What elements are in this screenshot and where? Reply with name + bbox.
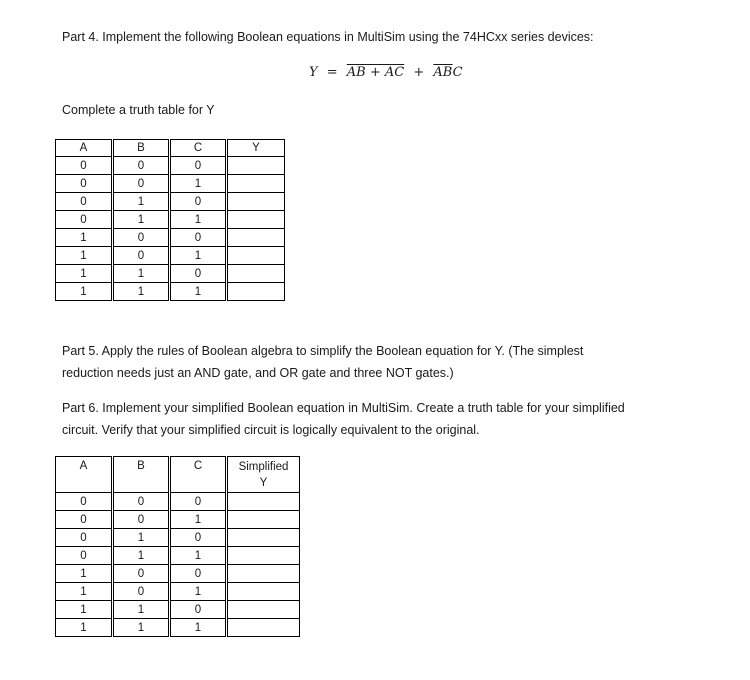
part6-line2: circuit. Verify that your simplified circuit is logically equivalent to the original. [62,423,480,437]
cell-a: 0 [56,211,113,229]
cell-y[interactable] [227,247,285,265]
cell-c: 1 [170,547,227,565]
cell-b: 1 [113,529,170,547]
cell-c: 0 [170,493,227,511]
cell-c: 1 [170,175,227,193]
cell-y[interactable] [227,529,300,547]
cell-b: 1 [113,547,170,565]
cell-y[interactable] [227,565,300,583]
boolean-equation [309,65,463,80]
header-c: C [170,457,227,493]
cell-y[interactable] [227,283,285,301]
cell-b: 0 [113,493,170,511]
cell-y[interactable] [227,157,285,175]
header-simplified-label: Simplified [238,461,289,473]
header-y: Y [227,140,285,157]
cell-y[interactable] [227,175,285,193]
header-simplified-y [227,457,300,493]
cell-a: 1 [56,283,113,301]
equation-term2-barred: $\overline{AB}$ [433,65,453,80]
table-row [56,493,300,511]
cell-c: 1 [170,211,227,229]
cell-a: 1 [56,247,113,265]
cell-y[interactable] [227,619,300,637]
header-a: A [56,457,113,493]
cell-c: 1 [170,583,227,601]
part5-line2: reduction needs just an AND gate, and OR gate and three NOT gates.) [62,366,454,380]
cell-b: 0 [113,511,170,529]
cell-b: 0 [113,175,170,193]
equation-term2-c: C [452,65,463,80]
cell-c: 0 [170,601,227,619]
cell-a: 0 [56,547,113,565]
equation-term1: AB + AC [346,65,405,80]
table-row [56,229,285,247]
truth-table-simplified [55,456,300,637]
cell-b: 0 [113,247,170,265]
cell-c: 0 [170,229,227,247]
header-y-label: Y [259,477,268,489]
header-c: C [170,140,227,157]
part5-line1: Part 5. Apply the rules of Boolean algebra to simplify the Boolean equation for Y. (The simplest [62,344,584,358]
cell-c: 1 [170,511,227,529]
cell-c: 1 [170,247,227,265]
table-row [56,157,285,175]
cell-c: 0 [170,157,227,175]
header-a: A [56,140,113,157]
cell-a: 1 [56,583,113,601]
cell-b: 1 [113,619,170,637]
cell-y[interactable] [227,583,300,601]
header-b: B [113,457,170,493]
table-row [56,583,300,601]
cell-b: 1 [113,283,170,301]
cell-a: 0 [56,175,113,193]
cell-y[interactable] [227,547,300,565]
part4-instruction: Complete a truth table for Y [62,103,215,117]
cell-y[interactable] [227,193,285,211]
table-row [56,511,300,529]
cell-c: 0 [170,193,227,211]
cell-c: 1 [170,283,227,301]
cell-y[interactable] [227,211,285,229]
cell-y[interactable] [227,229,285,247]
table-row [56,601,300,619]
cell-a: 1 [56,265,113,283]
table-row [56,529,300,547]
truth-table-original [55,139,285,301]
cell-a: 0 [56,511,113,529]
cell-a: 0 [56,493,113,511]
cell-a: 0 [56,529,113,547]
table-row [56,211,285,229]
cell-b: 0 [113,565,170,583]
cell-b: 0 [113,583,170,601]
cell-b: 1 [113,265,170,283]
part4-heading: Part 4. Implement the following Boolean equations in MultiSim using the 74HCxx series devices: [62,30,594,44]
cell-b: 0 [113,157,170,175]
table-row [56,247,285,265]
cell-y[interactable] [227,493,300,511]
cell-b: 1 [113,193,170,211]
cell-y[interactable] [227,511,300,529]
cell-y[interactable] [227,265,285,283]
part6-line1: Part 6. Implement your simplified Boolean equation in MultiSim. Create a truth table for your simplified [62,401,625,415]
table-row [56,175,285,193]
table-row [56,283,285,301]
cell-c: 0 [170,529,227,547]
table-row [56,193,285,211]
table-header-row [56,457,300,493]
cell-c: 1 [170,619,227,637]
cell-a: 1 [56,601,113,619]
cell-c: 0 [170,265,227,283]
equation-plus: + [413,65,425,80]
cell-a: 0 [56,157,113,175]
header-b: B [113,140,170,157]
cell-a: 1 [56,565,113,583]
cell-a: 1 [56,229,113,247]
cell-a: 0 [56,193,113,211]
cell-b: 0 [113,229,170,247]
table-row [56,565,300,583]
cell-c: 0 [170,565,227,583]
table-row [56,265,285,283]
cell-b: 1 [113,211,170,229]
cell-a: 1 [56,619,113,637]
equation-lhs: Y [309,65,318,80]
table-row [56,547,300,565]
table-header-row [56,140,285,157]
cell-y[interactable] [227,601,300,619]
table-row [56,619,300,637]
cell-b: 1 [113,601,170,619]
equation-equals: = [326,65,338,80]
